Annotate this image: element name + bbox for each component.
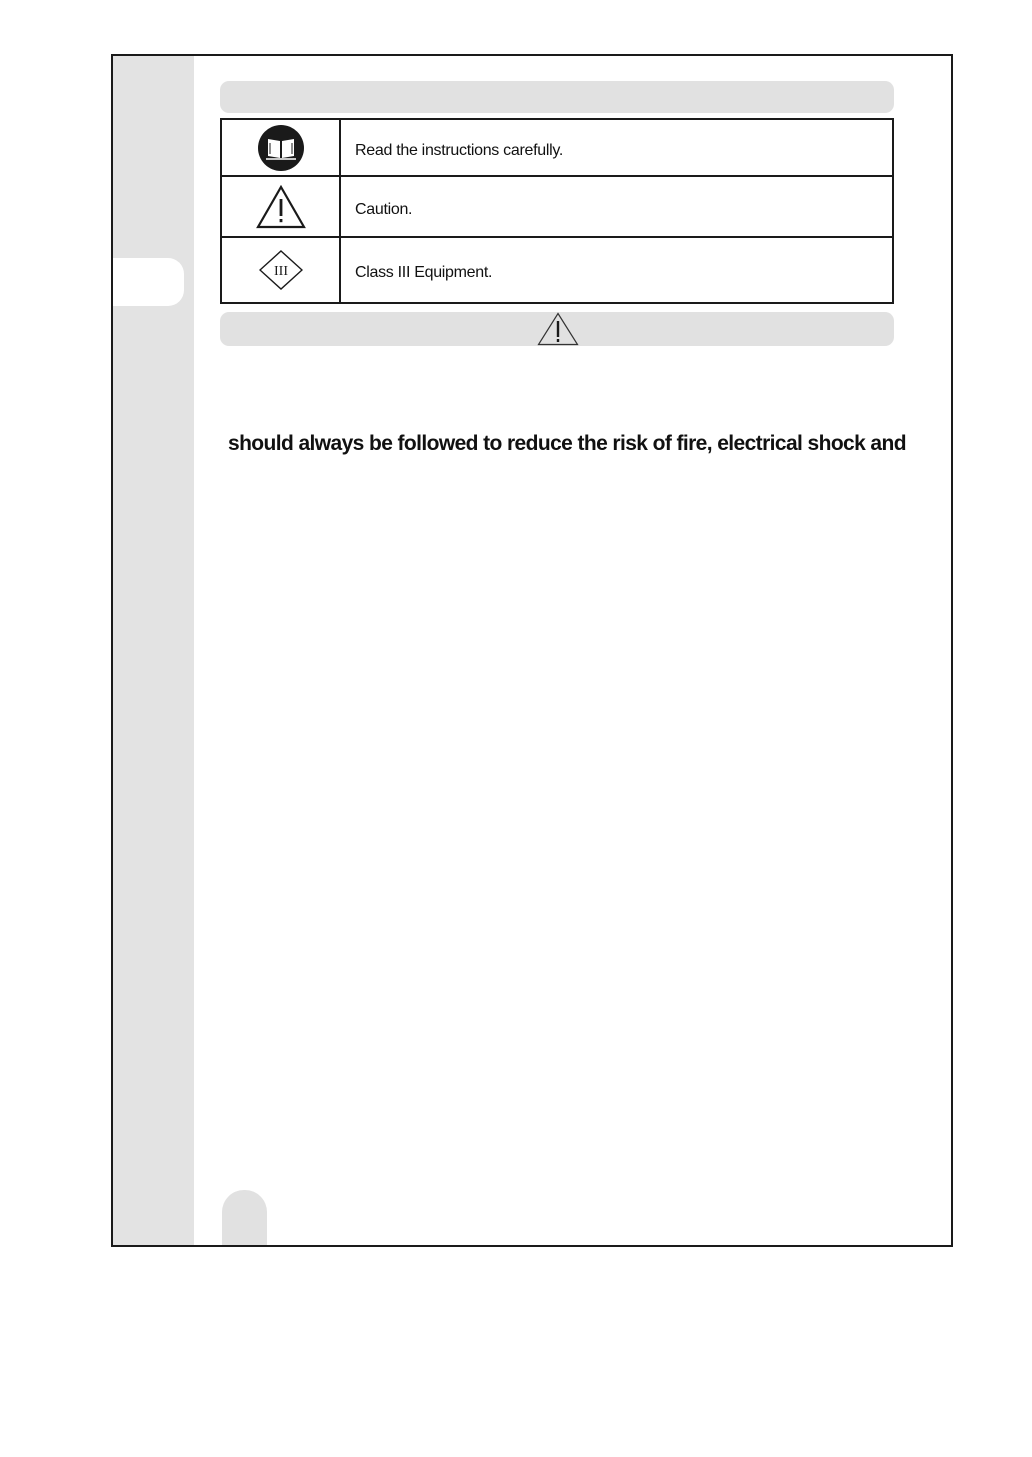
side-section-tab [113,258,184,306]
symbol-row [222,120,892,177]
side-strip [113,56,194,1245]
symbol-cell [222,120,341,175]
symbols-table [220,118,894,304]
class-iii-diamond-icon [259,250,303,290]
symbol-description: Read the instructions carefully. [355,141,563,159]
symbol-description: Caution. [355,200,413,218]
class-iii-symbol-text: III [273,264,288,279]
symbols-section-header-bar [220,81,894,113]
warning-section-header-bar [220,312,894,346]
safety-instruction-text: should always be followed to reduce the risk of fire, electrical shock and [228,432,906,455]
symbol-description: Class III Equipment. [355,264,493,281]
symbol-row [222,238,892,302]
symbol-cell [222,177,341,236]
symbol-cell [222,238,341,302]
manual-page [111,54,953,1247]
book-icon [257,124,305,172]
warning-triangle-icon [537,312,579,346]
page-number-tab [222,1190,267,1247]
symbol-row [222,177,892,238]
warning-triangle-icon [256,185,306,229]
